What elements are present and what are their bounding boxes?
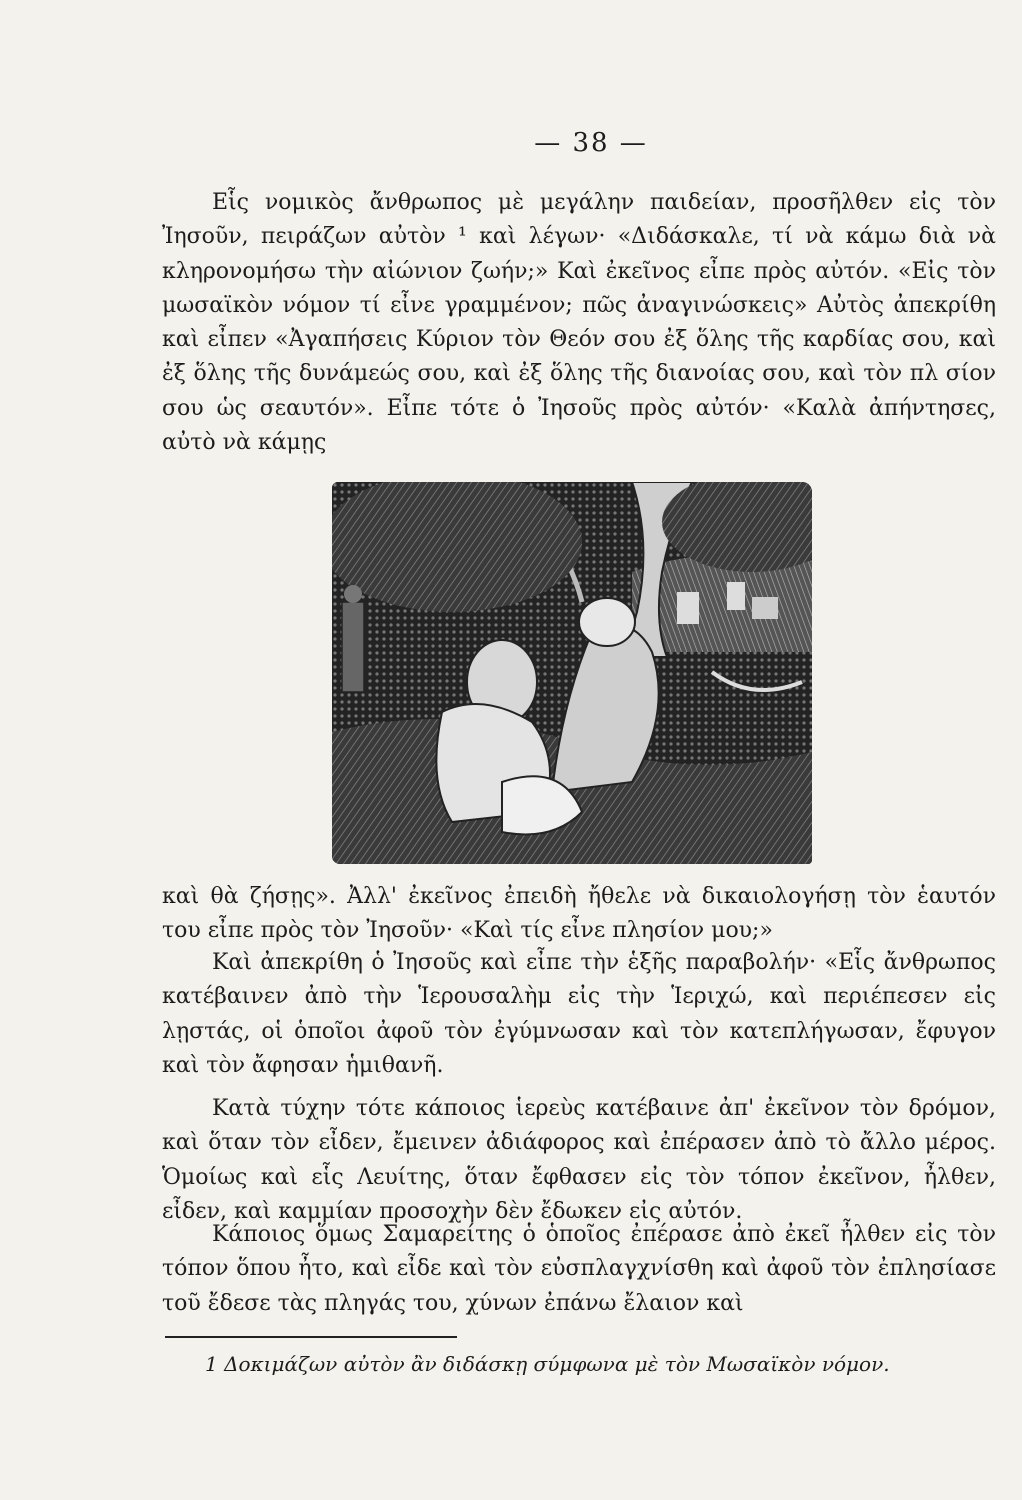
footnote-divider [165,1336,457,1338]
engraving-image [332,482,812,864]
footnote: 1 Δοκιμάζων αὐτὸν ἂν διδάσκῃ σύμφωνα μὲ τὸν Μωσαϊκὸν νόμον. [205,1352,890,1376]
page-number: — 38 — [534,128,648,158]
paragraph-4: Κατὰ τύχην τότε κάποιος ἱερεὺς κατέβαινε ἀπ' ἐκεῖνον τὸν δρόμον, καὶ ὅταν τὸν εἶδεν, ἔμεινεν ἀδιάφορος καὶ ἐπέρασεν ἀπὸ τὸ ἄλλο μέρος. Ὁμοίως καὶ εἷς Λευίτης, ὅταν ἔφθασεν εἰς τὸν τόπον ἐκεῖνον, ἦλθεν, εἶδεν, καὶ καμμίαν προσοχὴν δὲν ἔδωκεν εἰς αὐτόν. [162,1096,996,1224]
paragraph-2: καὶ θὰ ζήσῃς». Ἀλλ' ἐκεῖνος ἐπειδὴ ἤθελε νὰ δικαιολογήσῃ τὸν ἑαυτόν του εἶπε πρὸς τὸν Ἰησοῦν· «Καὶ τίς εἶνε πλησίον μου;» [162,884,996,944]
good-samaritan-engraving [332,482,812,864]
paragraph-3: Καὶ ἀπεκρίθη ὁ Ἰησοῦς καὶ εἶπε τὴν ἑξῆς παραβολήν· «Εἷς ἄνθρωπος κατέβαινεν ἀπὸ τὴν Ἱερουσαλὴμ εἰς τὴν Ἱεριχώ, καὶ περιέπεσεν εἰς λῃστάς, οἱ ὁποῖοι ἀφοῦ τὸν ἐγύμνωσαν καὶ τὸν κατεπλήγωσαν, ἔφυγον καὶ τὸν ἄφησαν ἡμιθανῆ. [162,950,996,1078]
paragraph-1: Εἷς νομικὸς ἄνθρωπος μὲ μεγάλην παιδείαν, προσῆλθεν εἰς τὸν Ἰησοῦν, πειράζων αὐτὸν ¹ καὶ λέγων· «Διδάσκαλε, τί νὰ κάμω διὰ νὰ κληρονομήσω τὴν αἰώνιον ζωήν;» Καὶ ἐκεῖνος εἶπε πρὸς αὐτόν. «Εἰς τὸν μωσαϊκὸν νόμον τί εἶνε γραμμένον; πῶς ἀναγινώσκεις» Αὐτὸς ἀπεκρίθη καὶ εἶπεν «Ἀγαπήσεις Κύριον τὸν Θεόν σου ἐξ ὅλης τῆς καρδίας σου, καὶ ἐξ ὅλης τῆς δυνάμεώς σου, καὶ ἐξ ὅλης τῆς διανοίας σου, καὶ τὸν πλ σίον σου ὡς σεαυτόν». Εἶπε τότε ὁ Ἰησοῦς πρὸς αὐτόν· «Καλὰ ἀπήντησες, αὐτὸ νὰ κάμῃς [162,190,996,456]
paragraph-5: Κάποιος ὅμως Σαμαρείτης ὁ ὁποῖος ἐπέρασε ἀπὸ ἐκεῖ ἦλθεν εἰς τὸν τόπον ὅπου ἦτο, καὶ εἶδε καὶ τὸν εὐσπλαγχνίσθη καὶ ἀφοῦ τὸν ἐπλησίασε τοῦ ἔδεσε τὰς πληγάς του, χύνων ἐπάνω ἔλαιον καὶ [162,1222,996,1316]
